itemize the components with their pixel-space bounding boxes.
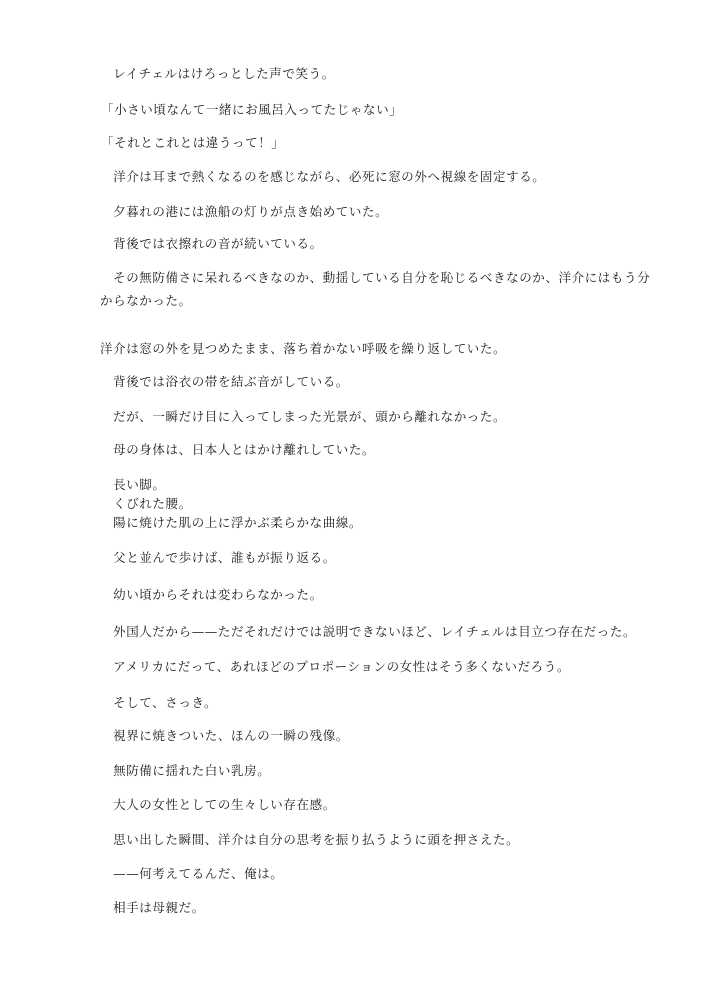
text-line: 陽に焼けた肌の上に浮かぶ柔らかな曲線。 [100,515,363,530]
text-line: 父と並んで歩けば、誰もが振り返る。 [100,550,336,565]
text-line: 背後では浴衣の帯を結ぶ音がしている。 [100,374,349,389]
text-line: レイチェルはけろっとした声で笑う。 [100,66,335,81]
text-line: 無防備に揺れた白い乳房。 [100,763,271,778]
text-line: 長い脚。 [100,477,166,492]
text-line: 母の身体は、日本人とはかけ離れしていた。 [100,442,376,457]
text-line: 洋介は耳まで熱くなるのを感じながら、必死に窓の外へ視線を固定する。 [100,169,546,184]
text-line: 外国人だから——ただそれだけでは説明できないほど、レイチェルは目立つ存在だった。 [100,624,637,639]
text-line: 幼い頃からそれは変わらなかった。 [100,587,323,602]
text-line: アメリカにだって、あれほどのプロポーションの女性はそう多くないだろう。 [100,659,570,674]
text-line: 視界に焼きついた、ほんの一瞬の残像。 [100,728,349,743]
text-line: 思い出した瞬間、洋介は自分の思考を振り払うように頭を押さえた。 [100,832,520,847]
text-line: だが、一瞬だけ目に入ってしまった光景が、頭から離れなかった。 [100,409,507,424]
text-line: 背後では衣擦れの音が続いている。 [100,236,323,251]
text-line: 夕暮れの港には漁船の灯りが点き始めていた。 [100,204,389,219]
text-line: くびれた腰。 [100,496,192,511]
text-line: 相手は母親だ。 [100,900,205,915]
text-line: 洋介は窓の外を見つめたまま、落ち着かない呼吸を繰り返していた。 [100,341,507,356]
text-line: 「それとこれとは違うって！」 [101,135,285,150]
text-line: そして、さっき。 [100,695,218,710]
text-line: その無防備さに呆れるべきなのか、動揺している自分を恥じるべきなのか、洋介にはもう分 [100,270,651,285]
text-line: 大人の女性としての生々しい存在感。 [100,797,336,812]
text-line: 「小さい頃なんて一緒にお風呂入ってたじゃない」 [101,102,403,117]
text-line: ——何考えてるんだ、俺は。 [100,866,284,881]
text-line: からなかった。 [100,293,192,308]
